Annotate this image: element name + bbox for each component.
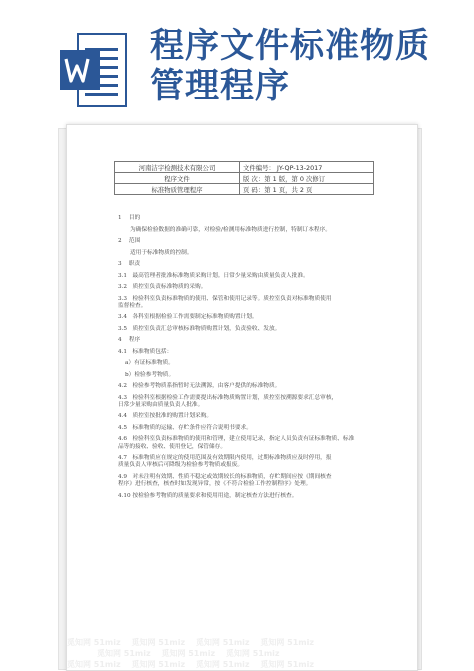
clause: 3.2 质控室负责标准物质的采购。 [118, 284, 207, 290]
document-header-table [114, 161, 374, 195]
document-page [66, 124, 418, 671]
header-row [115, 184, 374, 195]
clause: 4.5 标准物质的运输、存贮条件应符合说明书要求。 [118, 424, 252, 431]
clause: 4.9 对未注明有效期、性质不稳定或效期较长的标准物质，存贮期间应按《期间核查 程序》进行核查，核查时如发现异常，按《不符合检验工作控制程序》处理。 [118, 473, 332, 488]
header-cell-file-number: 文件编号： JY-QP-13-2017 [240, 162, 374, 173]
section-heading: 3 职责 [118, 261, 141, 267]
paragraph: 适用于标准物质的控制。 [130, 249, 193, 256]
watermark-row [67, 648, 417, 659]
list-item: b）检验参考物质。 [125, 371, 175, 378]
clause: 4.1 标准物质包括： [118, 348, 173, 355]
section-heading: 4 程序 [118, 337, 141, 344]
header-cell-company: 河南洁宇检测技术有限公司 [115, 162, 240, 173]
list-item: a）有证标准物质。 [125, 360, 174, 367]
watermark-text: 觅知网 51miz [97, 649, 151, 658]
watermark-text: 觅知网 51miz [67, 638, 121, 647]
clause: 4.6 检验科室负责标准物质的使用和管理，建立使用记录，指定人员负责有证标准物质、标准 品等的接收、验收、使用登记，保管储存。 [118, 436, 355, 450]
watermark-row [67, 659, 417, 670]
clause: 3.1 最高管理者批准标准物质采购计划。日常少量采购由质量负责人批准。 [118, 272, 309, 279]
clause: 3.3 检验科室负责标准物质的使用、保管和使用记录等。质控室负责对标准物质使用 监督检查。 [118, 295, 332, 309]
watermark-text: 觅知网 51miz [67, 660, 121, 669]
section-heading: 1 目的 [118, 215, 141, 221]
header-row [115, 162, 374, 173]
word-document-icon [58, 30, 128, 110]
watermark-band [67, 637, 417, 670]
header-cell-doc-title: 标准物质管理程序 [115, 184, 240, 195]
header-cell-doc-type: 程序文件 [115, 173, 240, 184]
watermark-text: 觅知网 51miz [195, 660, 250, 669]
watermark-text: 觅知网 51miz [161, 649, 216, 658]
watermark-text: 觅知网 51miz [225, 649, 280, 658]
watermark-text: 觅知网 51miz [260, 638, 315, 647]
header-cell-page-number: 页 码：第 1 页，共 2 页 [240, 184, 374, 195]
header-cell-edition: 版 次：第 1 版，第 0 次修订 [240, 173, 374, 184]
watermark-text: 觅知网 51miz [131, 660, 186, 669]
paragraph: 为确保检验数据的准确可靠，对检验/检测用标准物质进行控制，特制订本程序。 [130, 226, 331, 233]
header-row [115, 173, 374, 184]
clause: 4.7 标准物质应在规定的使用范围及有效期限内使用，过期标准物质应及时停用，报 质量负责人审核后可降级为检验参考物质或报废。 [118, 455, 332, 469]
watermark-text: 觅知网 51miz [131, 638, 186, 647]
banner-title: 程序文件标准物质 管理程序 [150, 26, 430, 106]
clause: 4.4 质控室按批准的购置计划采购。 [118, 413, 213, 420]
clause: 4.10 按检验参考物质的质量要求和使用用途，制定核查方法进行核查。 [118, 492, 298, 499]
section-heading: 2 范围 [118, 238, 141, 244]
watermark-row [67, 637, 417, 648]
document-body [118, 215, 398, 504]
watermark-text: 觅知网 51miz [195, 638, 250, 647]
clause: 4.2 检验参考物质系指暂时无法溯源，由客户提供的标准物质。 [118, 383, 281, 390]
document-banner [0, 0, 474, 120]
clause: 3.4 各科室根据检验工作需要制定标准物质购置计划。 [118, 314, 258, 321]
clause: 4.3 检验科室根据检验工作需要提出标准物质购置计划，质控室按溯源要求汇总审核， 日常少量采购由质量负责人批准。 [118, 394, 338, 408]
watermark-text: 觅知网 51miz [260, 660, 315, 669]
clause: 3.5 质控室负责汇总审核标准物质购置计划，负责验收、发放。 [118, 325, 281, 332]
